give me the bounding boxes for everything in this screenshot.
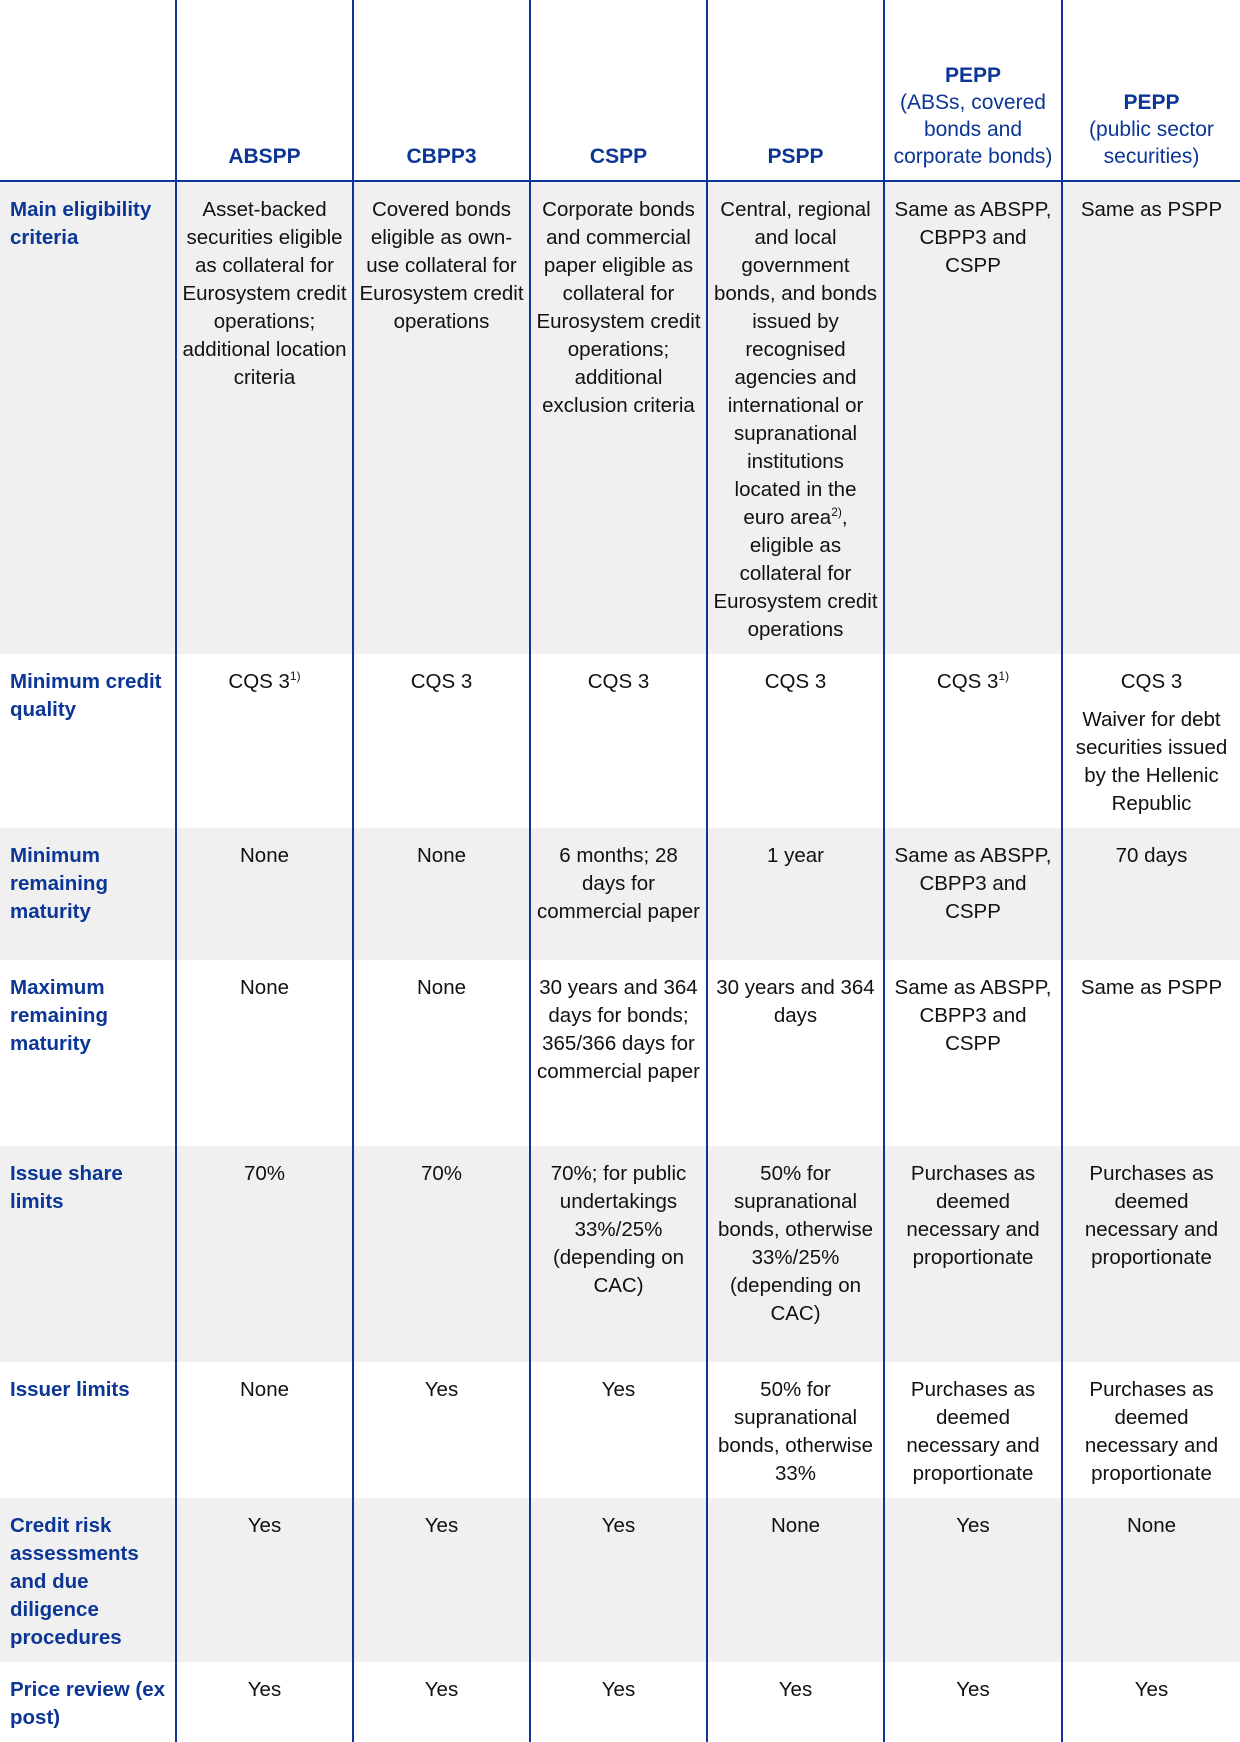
table-row (0, 828, 1240, 960)
cell-text-note: Waiver for debt securities issued by the Hellenic Republic (1075, 708, 1228, 815)
table-cell: Yes (707, 1662, 884, 1742)
row-label: Maximum remaining maturity (10, 976, 108, 1055)
table-cell: Yes (176, 1662, 353, 1742)
table-row (0, 1362, 1240, 1498)
table-cell: Same as ABSPP, CBPP3 and CSPP (884, 960, 1062, 1146)
table-cell: Corporate bonds and commercial paper eligible as collateral for Eurosystem credit operations; additional exclusion criteria (530, 181, 707, 654)
table-cell: Yes (1062, 1662, 1240, 1742)
table-cell: 50% for supranational bonds, otherwise 33%/25% (depending on CAC) (707, 1146, 884, 1362)
row-label: Minimum remaining maturity (0, 828, 176, 960)
table-cell: None (707, 1498, 884, 1662)
row-label: Main eligibility criteria (0, 181, 176, 654)
table-cell: Same as ABSPP, CBPP3 and CSPP (884, 828, 1062, 960)
table-cell: Same as ABSPP, CBPP3 and CSPP (884, 181, 1062, 654)
header-row (0, 0, 1240, 181)
table-cell (176, 654, 353, 828)
table-cell: Purchases as deemed necessary and proportionate (884, 1146, 1062, 1362)
table-cell: None (353, 960, 530, 1146)
table-cell: None (176, 1362, 353, 1498)
header-cspp (530, 0, 707, 181)
table-cell: 70% (176, 1146, 353, 1362)
table-cell: Yes (353, 1662, 530, 1742)
row-label: Price review (ex post) (10, 1678, 165, 1729)
table-cell: 30 years and 364 days (707, 960, 884, 1146)
table-cell: Yes (353, 1362, 530, 1498)
table-cell (1062, 654, 1240, 828)
table-cell: Yes (530, 1362, 707, 1498)
table-cell: Yes (353, 1498, 530, 1662)
header-subtitle: (ABSs, covered bonds and corporate bonds) (893, 91, 1053, 168)
table-cell: None (353, 828, 530, 960)
footnote-ref: 1) (289, 669, 301, 684)
header-pepp-private (884, 0, 1062, 181)
table-cell: Yes (884, 1498, 1062, 1662)
table-header (0, 0, 1240, 181)
cell-text: Central, regional and local government bonds, and bonds issued by recognised agencies and international or supranational institutions located in the euro area (714, 198, 877, 529)
table-body (0, 181, 1240, 1742)
table-row (0, 654, 1240, 828)
table-row (0, 960, 1240, 1146)
table-cell: Yes (884, 1662, 1062, 1742)
table-cell: 70% (353, 1146, 530, 1362)
table-cell: 6 months; 28 days for commercial paper (530, 828, 707, 960)
cell-text: CQS 3 (936, 670, 999, 693)
header-title: PEPP (1123, 91, 1180, 114)
table-cell (707, 181, 884, 654)
header-corner (0, 0, 176, 181)
header-pepp-public (1062, 0, 1240, 181)
table-cell: 30 years and 364 days for bonds; 365/366 days for commercial paper (530, 960, 707, 1146)
table-cell: Purchases as deemed necessary and proportionate (1062, 1362, 1240, 1498)
row-label: Credit risk assessments and due diligence procedures (0, 1498, 176, 1662)
table-cell: 1 year (707, 828, 884, 960)
table-cell: None (176, 828, 353, 960)
header-title: CSPP (589, 145, 648, 168)
row-label: Issue share limits (0, 1146, 176, 1362)
table-cell: Same as PSPP (1062, 960, 1240, 1146)
table-cell: 50% for supranational bonds, otherwise 33% (707, 1362, 884, 1498)
table-cell: Yes (176, 1498, 353, 1662)
footnote-ref: 2) (831, 505, 842, 520)
table-cell: CQS 3 (707, 654, 884, 828)
table-row (0, 1662, 1240, 1742)
header-title: PSPP (767, 145, 824, 168)
footnote-ref: 1) (998, 669, 1010, 684)
header-title: PEPP (944, 64, 1002, 87)
header-subtitle: (public sector securities) (1089, 118, 1214, 168)
table-row (0, 1146, 1240, 1362)
cell-text: CQS 3 (1120, 670, 1183, 693)
table-cell: Yes (530, 1662, 707, 1742)
table-cell: Purchases as deemed necessary and proportionate (884, 1362, 1062, 1498)
table-cell: CQS 3 (353, 654, 530, 828)
table-cell: None (176, 960, 353, 1146)
table-cell: Purchases as deemed necessary and proportionate (1062, 1146, 1240, 1362)
table-row (0, 1498, 1240, 1662)
header-title: ABSPP (228, 145, 301, 168)
header-abspp (176, 0, 353, 181)
table-cell: Yes (530, 1498, 707, 1662)
cell-text: CQS 3 (228, 670, 290, 693)
table-cell: None (1062, 1498, 1240, 1662)
table-cell: Same as PSPP (1062, 181, 1240, 654)
table-row (0, 181, 1240, 654)
table-cell: Asset-backed securities eligible as collateral for Eurosystem credit operations; additional location criteria (176, 181, 353, 654)
cell-text-cont: , eligible as collateral for Eurosystem credit operations (713, 506, 878, 641)
row-label: Issuer limits (10, 1378, 130, 1401)
table-cell: Covered bonds eligible as own-use collateral for Eurosystem credit operations (353, 181, 530, 654)
table-cell (884, 654, 1062, 828)
header-title: CBPP3 (406, 145, 477, 168)
header-pspp (707, 0, 884, 181)
table-cell: 70%; for public undertakings 33%/25% (depending on CAC) (530, 1146, 707, 1362)
header-cbpp3 (353, 0, 530, 181)
row-label: Minimum credit quality (10, 670, 162, 721)
table-cell: 70 days (1062, 828, 1240, 960)
table-cell: CQS 3 (530, 654, 707, 828)
